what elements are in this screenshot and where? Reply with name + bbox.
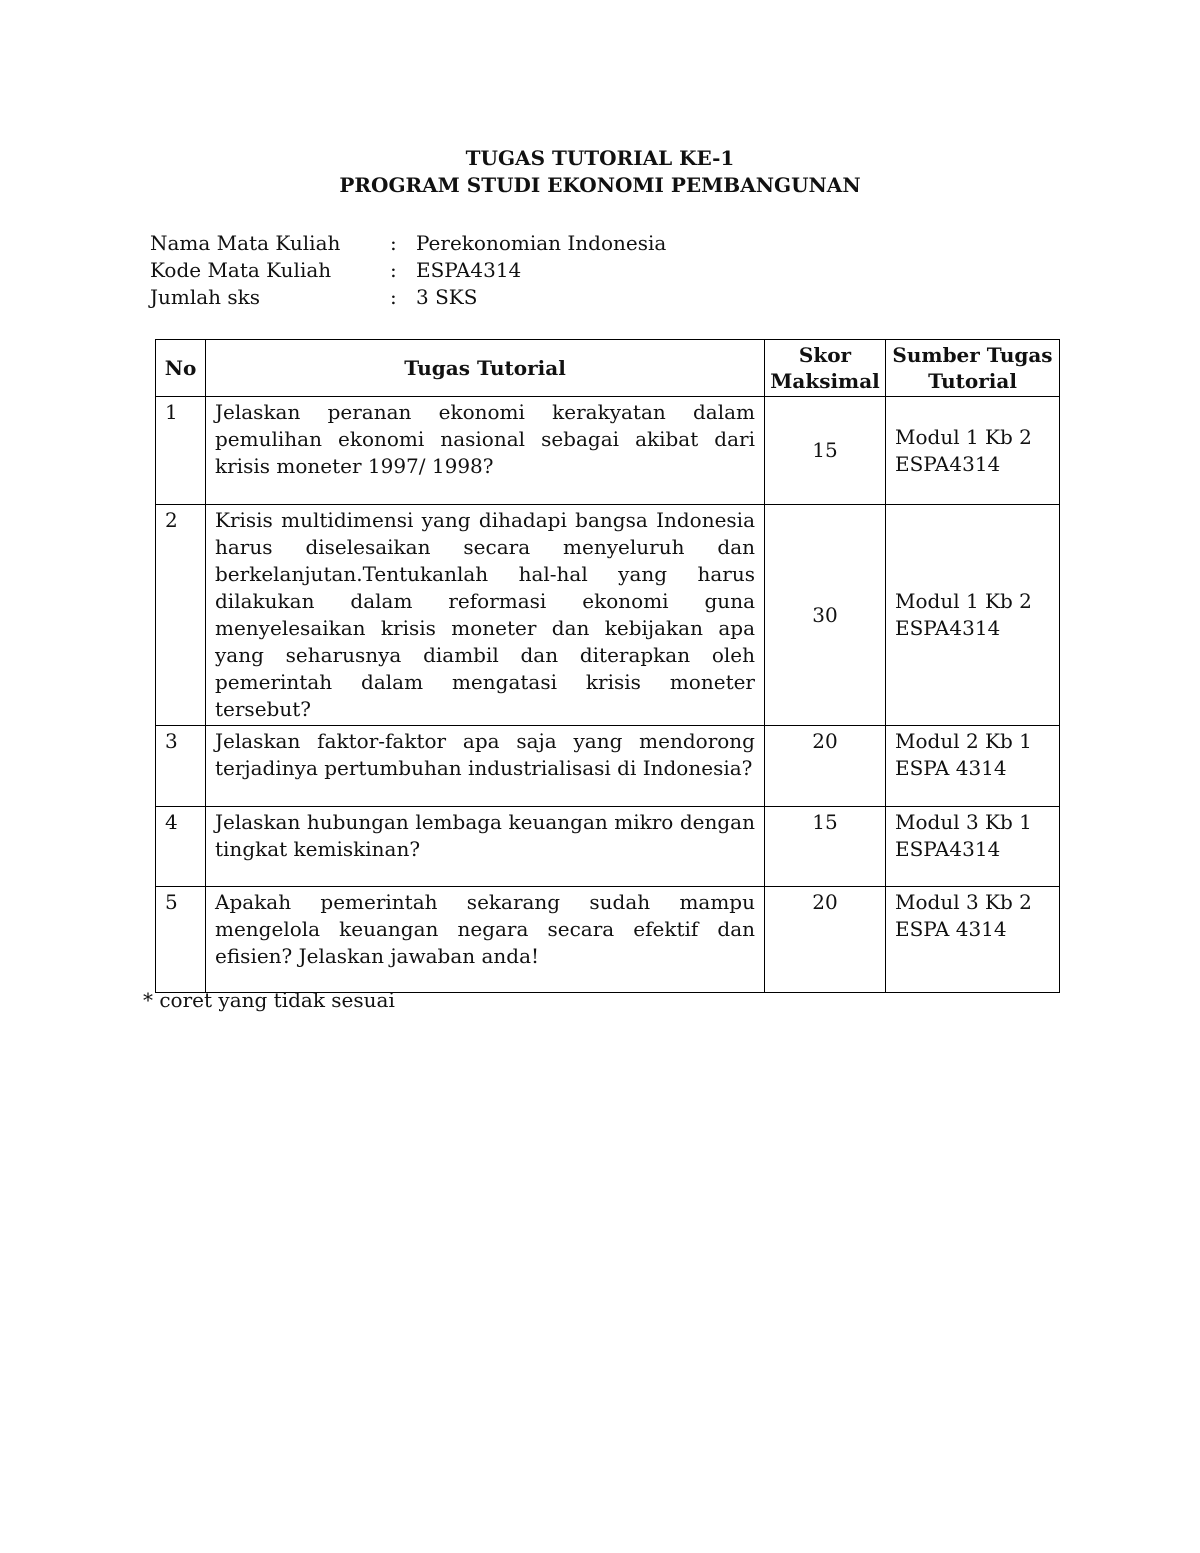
document-subtitle: PROGRAM STUDI EKONOMI PEMBANGUNAN xyxy=(339,173,861,197)
sks-value: 3 SKS xyxy=(416,285,478,309)
source-course-code: ESPA4314 xyxy=(895,616,1001,640)
max-score: 20 xyxy=(765,887,886,993)
table-row xyxy=(156,505,1060,726)
row-number: 5 xyxy=(156,887,206,993)
task-text: Apakah pemerintah sekarang sudah mampu mengelola keuangan negara secara efektif dan efisien? Jelaskan jawaban anda! xyxy=(206,887,765,993)
source-course-code: ESPA 4314 xyxy=(895,756,1007,780)
table-row xyxy=(156,807,1060,887)
sks-label: Jumlah sks xyxy=(150,285,261,309)
row-number: 3 xyxy=(156,726,206,807)
course-code-value: ESPA4314 xyxy=(416,258,522,282)
colon-separator: : xyxy=(390,285,397,309)
source-module: Modul 3 Kb 2 xyxy=(895,890,1032,914)
table-row xyxy=(156,397,1060,505)
source-course-code: ESPA 4314 xyxy=(895,917,1007,941)
colon-separator: : xyxy=(390,258,397,282)
source-module: Modul 2 Kb 1 xyxy=(895,729,1032,753)
task-text: Jelaskan hubungan lembaga keuangan mikro dengan tingkat kemiskinan? xyxy=(206,807,765,887)
table-row xyxy=(156,726,1060,807)
task-source xyxy=(886,887,1060,993)
task-source xyxy=(886,807,1060,887)
header-no: No xyxy=(156,340,206,397)
course-info xyxy=(150,231,850,312)
source-course-code: ESPA4314 xyxy=(895,451,1001,476)
table-row xyxy=(156,887,1060,993)
task-text: Jelaskan faktor-faktor apa saja yang mendorong terjadinya pertumbuhan industrialisasi di Indonesia? xyxy=(206,726,765,807)
course-code-row xyxy=(150,258,850,285)
header-source-line2: Tutorial xyxy=(928,369,1017,393)
max-score: 30 xyxy=(765,505,886,726)
task-text: Krisis multidimensi yang dihadapi bangsa Indonesia harus diselesaikan secara menyeluruh dan berkelanjutan.Tentukanlah hal-hal yang harus dilakukan dalam reformasi ekonomi guna menyelesaikan krisis moneter dan kebijakan apa yang seharusnya diambil dan diterapkan oleh pemerintah dalam mengatasi krisis moneter tersebut? xyxy=(206,505,765,726)
row-number: 4 xyxy=(156,807,206,887)
header-score-line1: Skor xyxy=(798,343,852,367)
header-score xyxy=(765,340,886,397)
course-name-label: Nama Mata Kuliah xyxy=(150,231,341,255)
task-source xyxy=(886,397,1060,505)
table-header-row xyxy=(156,340,1060,397)
max-score: 15 xyxy=(765,397,886,505)
header-source-line1: Sumber Tugas xyxy=(892,343,1053,367)
course-name-row xyxy=(150,231,850,258)
task-source xyxy=(886,726,1060,807)
source-course-code: ESPA4314 xyxy=(895,837,1001,861)
header-score-line2: Maksimal xyxy=(770,369,880,393)
source-module: Modul 1 Kb 2 xyxy=(895,424,1032,449)
footnote: * coret yang tidak sesuai xyxy=(143,988,395,1012)
row-number: 2 xyxy=(156,505,206,726)
header-source xyxy=(886,340,1060,397)
task-text: Jelaskan peranan ekonomi kerakyatan dalam pemulihan ekonomi nasional sebagai akibat dari krisis moneter 1997/ 1998? xyxy=(206,397,765,505)
tutorial-table xyxy=(155,339,1060,993)
sks-row xyxy=(150,285,850,312)
colon-separator: : xyxy=(390,231,397,255)
document-title: TUGAS TUTORIAL KE-1 xyxy=(465,146,735,170)
row-number: 1 xyxy=(156,397,206,505)
max-score: 20 xyxy=(765,726,886,807)
course-code-label: Kode Mata Kuliah xyxy=(150,258,332,282)
source-module: Modul 3 Kb 1 xyxy=(895,810,1032,834)
max-score: 15 xyxy=(765,807,886,887)
header-task: Tugas Tutorial xyxy=(206,340,765,397)
task-source xyxy=(886,505,1060,726)
source-module: Modul 1 Kb 2 xyxy=(895,589,1032,613)
course-name-value: Perekonomian Indonesia xyxy=(416,231,667,255)
